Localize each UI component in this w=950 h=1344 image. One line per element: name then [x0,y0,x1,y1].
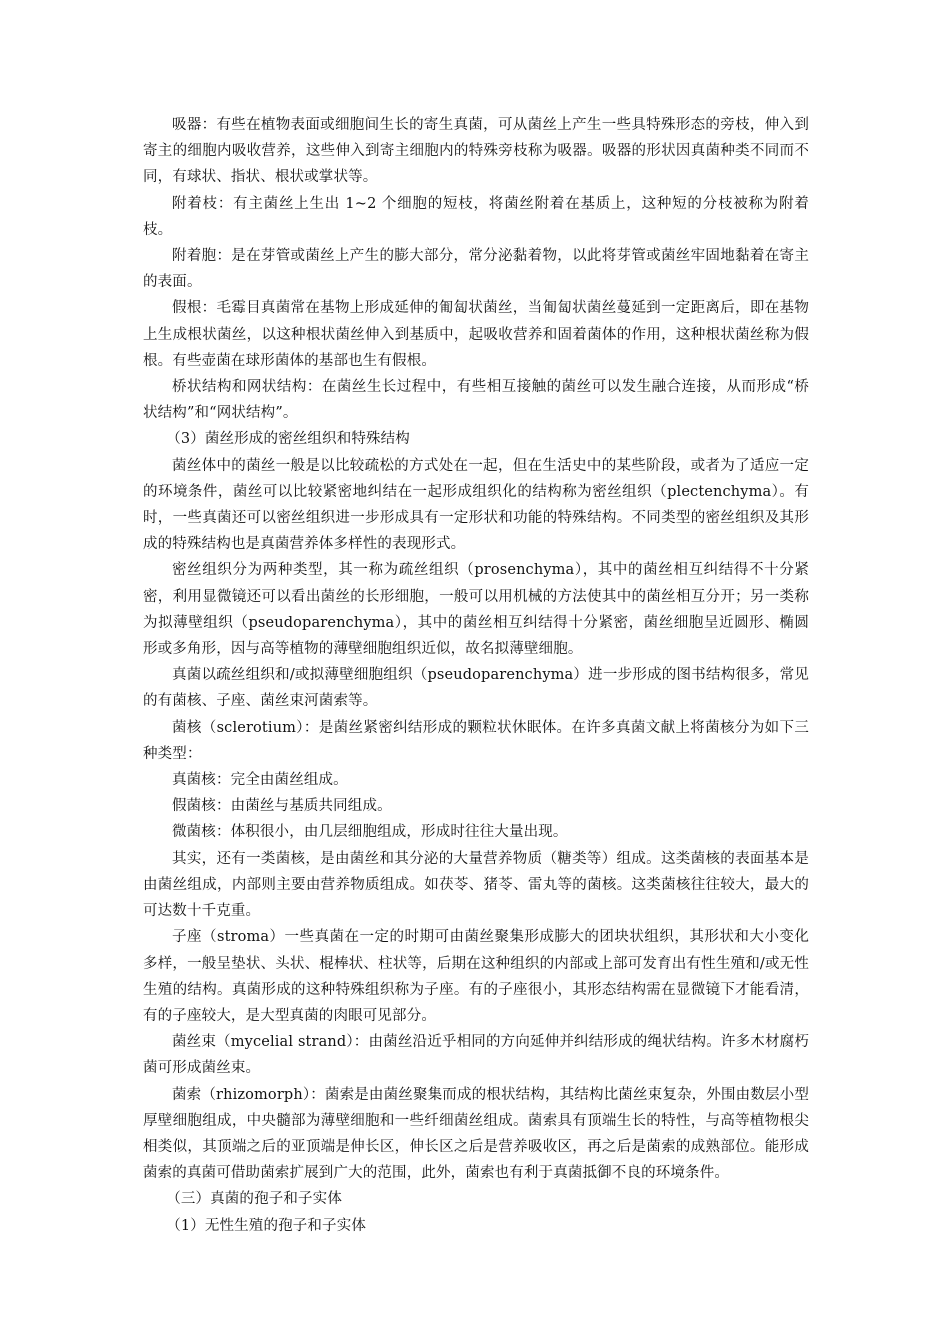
paragraph-pseudo-sclerotium: 假菌核：由菌丝与基质共同组成。 [172,798,392,815]
paragraph-appressorium: 附着胞：是在芽管或菌丝上产生的膨大部分，常分泌黏着物，以此将芽管或菌丝牢固地黏着在寄主的表面。 [143,248,809,291]
paragraph-structures: 真菌以疏丝组织和/或拟薄壁细胞组织（pseudoparenchyma）进一步形成的图书结构很多，常见的有菌核、子座、菌丝束河菌索等。 [143,667,809,710]
paragraph-microsclerotium: 微菌核：体积很小，由几层细胞组成，形成时往往大量出现。 [172,824,568,841]
paragraph-nutrient-sclerotium: 其实，还有一类菌核，是由菌丝和其分泌的大量营养物质（糖类等）组成。这类菌核的表面基本是由菌丝组成，内部则主要由营养物质组成。如茯苓、猪苓、雷丸等的菌核。这类菌核往往较大，最大的可达数十千克重。 [143,850,809,920]
paragraph-sclerotium: 菌核（sclerotium）：是菌丝紧密纠结形成的颗粒状休眠体。在许多真菌文献上将菌核分为如下三种类型： [143,719,809,762]
section-heading-plectenchyma: （3）菌丝形成的密丝组织和特殊结构 [166,431,410,448]
paragraph-attachment-branch: 附着枝：有主菌丝上生出 1~2 个细胞的短枝，将菌丝附着在基质上，这种短的分枝被称为附着枝。 [143,195,809,238]
paragraph-bridge-network: 桥状结构和网状结构：在菌丝生长过程中，有些相互接触的菌丝可以发生融合连接，从而形成“桥状结构”和“网状结构”。 [143,379,809,422]
paragraph-tissue-types: 密丝组织分为两种类型，其一称为疏丝组织（prosenchyma），其中的菌丝相互纠结得不十分紧密，利用显微镜还可以看出菌丝的长形细胞，一般可以用机械的方法使其中的菌丝相互分开；另一类称为拟薄壁组织（pseudoparenchyma），其中的菌丝相互纠结得十分紧密，菌丝细胞呈近圆形、椭圆形或多角形，因与高等植物的薄壁细胞组织近似，故名拟薄壁细胞。 [143,562,809,658]
paragraph-mycelial-strand: 菌丝束（mycelial strand）：由菌丝沿近乎相同的方向延伸并纠结形成的绳状结构。许多木材腐朽菌可形成菌丝束。 [143,1034,809,1077]
section-heading-spores: （三）真菌的孢子和子实体 [166,1191,342,1208]
paragraph-stroma: 子座（stroma）一些真菌在一定的时期可由菌丝聚集形成膨大的团块状组织，其形状和大小变化多样，一般呈垫状、头状、棍棒状、柱状等，后期在这种组织的内部或上部可发育出有性生殖和/或无性生殖的结构。真菌形成的这种特殊组织称为子座。有的子座很小，其形态结构需在显微镜下才能看清，有的子座较大，是大型真菌的肉眼可见部分。 [143,929,809,1024]
paragraph-true-sclerotium: 真菌核：完全由菌丝组成。 [172,772,348,789]
document-body [143,112,809,1239]
paragraph-rhizoid: 假根：毛霉目真菌常在基物上形成延伸的匍匐状菌丝，当匍匐状菌丝蔓延到一定距离后，即在基物上生成根状菌丝，以这种根状菌丝伸入到基质中，起吸收营养和固着菌体的作用，这种根状菌丝称为假根。有些壶菌在球形菌体的基部也生有假根。 [143,300,809,369]
section-heading-asexual: （1）无性生殖的孢子和子实体 [166,1217,367,1234]
paragraph-rhizomorph: 菌索（rhizomorph）：菌索是由菌丝聚集而成的根状结构，其结构比菌丝束复杂，外围由数层小型厚壁细胞组成，中央髓部为薄壁细胞和一些纤细菌丝组成。菌索具有顶端生长的特性，与高等植物根尖相类似，其顶端之后的亚顶端是伸长区，伸长区之后是营养吸收区，再之后是菌索的成熟部位。能形成菌索的真菌可借助菌索扩展到广大的范围，此外，菌索也有利于真菌抵御不良的环境条件。 [143,1086,809,1182]
paragraph-plectenchyma: 菌丝体中的菌丝一般是以比较疏松的方式处在一起，但在生活史中的某些阶段，或者为了适应一定的环境条件，菌丝可以比较紧密地纠结在一起形成组织化的结构称为密丝组织（plectenchyma）。有时，一些真菌还可以密丝组织进一步形成具有一定形状和功能的特殊结构。不同类型的密丝组织及其形成的特殊结构也是真菌营养体多样性的表现形式。 [143,457,809,553]
paragraph-haustorium: 吸器：有些在植物表面或细胞间生长的寄生真菌，可从菌丝上产生一些具特殊形态的旁枝，伸入到寄主的细胞内吸收营养，这些伸入到寄主细胞内的特殊旁枝称为吸器。吸器的形状因真菌种类不同而不同，有球状、指状、根状或掌状等。 [143,117,809,186]
